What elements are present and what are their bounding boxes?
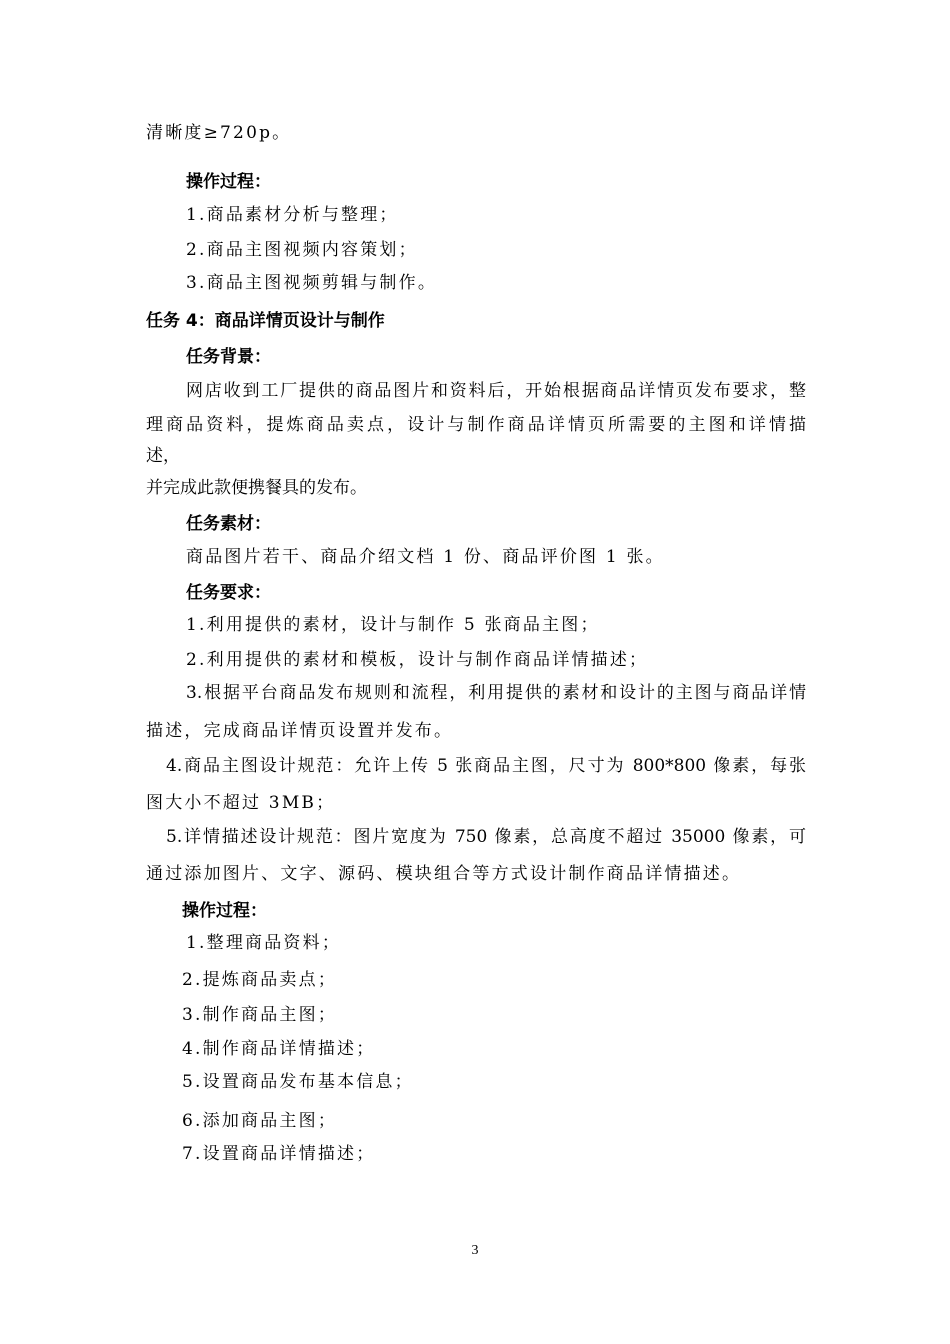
requirement-line: 3.根据平台商品发布规则和流程，利用提供的素材和设计的主图与商品详情 [186,683,806,703]
requirement-line: 图大小不超过 3MB； [146,793,336,813]
process-heading: 操作过程： [182,901,267,921]
materials-text: 商品图片若干、商品介绍文档 1 份、商品评价图 1 张。 [186,547,665,567]
process-item: 2.提炼商品卖点； [182,970,338,990]
materials-heading: 任务素材： [186,514,271,534]
requirement-line: 2.利用提供的素材和模板，设计与制作商品详情描述； [186,650,649,670]
process-item: 5.设置商品发布基本信息； [182,1072,414,1092]
top-fragment: 清晰度≥720p。 [146,123,292,143]
requirement-line: 4.商品主图设计规范：允许上传 5 张商品主图，尺寸为 800*800 像素，每张 [166,756,806,776]
process-item: 4.制作商品详情描述； [182,1039,376,1059]
process-item: 6.添加商品主图； [182,1111,338,1131]
background-line: 理商品资料，提炼商品卖点，设计与制作商品详情页所需要的主图和详情描 [146,415,806,435]
task3-process-item: 1.商品素材分析与整理； [186,205,399,225]
page-number: 3 [471,1243,479,1258]
task3-process-heading: 操作过程： [186,172,271,192]
requirement-line: 5.详情描述设计规范：图片宽度为 750 像素，总高度不超过 35000 像素，可 [166,827,806,847]
requirements-heading: 任务要求： [186,583,271,603]
process-item: 7.设置商品详情描述； [182,1144,376,1164]
task3-process-item: 2.商品主图视频内容策划； [186,240,418,260]
process-item: 1.整理商品资料； [186,933,342,953]
background-line: 网店收到工厂提供的商品图片和资料后，开始根据商品详情页发布要求，整 [186,381,806,401]
background-heading: 任务背景： [186,347,271,367]
requirement-line: 1.利用提供的素材，设计与制作 5 张商品主图； [186,615,600,635]
process-item: 3.制作商品主图； [182,1005,338,1025]
background-line: 并完成此款便携餐具的发布。 [146,478,367,498]
requirement-line: 通过添加图片、文字、源码、模块组合等方式设计制作商品详情描述。 [146,864,742,884]
task3-process-item: 3.商品主图视频剪辑与制作。 [186,273,438,293]
task4-title: 任务 4：商品详情页设计与制作 [146,311,385,331]
requirement-line: 描述，完成商品详情页设置并发布。 [146,721,454,741]
background-line: 述， [146,446,180,466]
